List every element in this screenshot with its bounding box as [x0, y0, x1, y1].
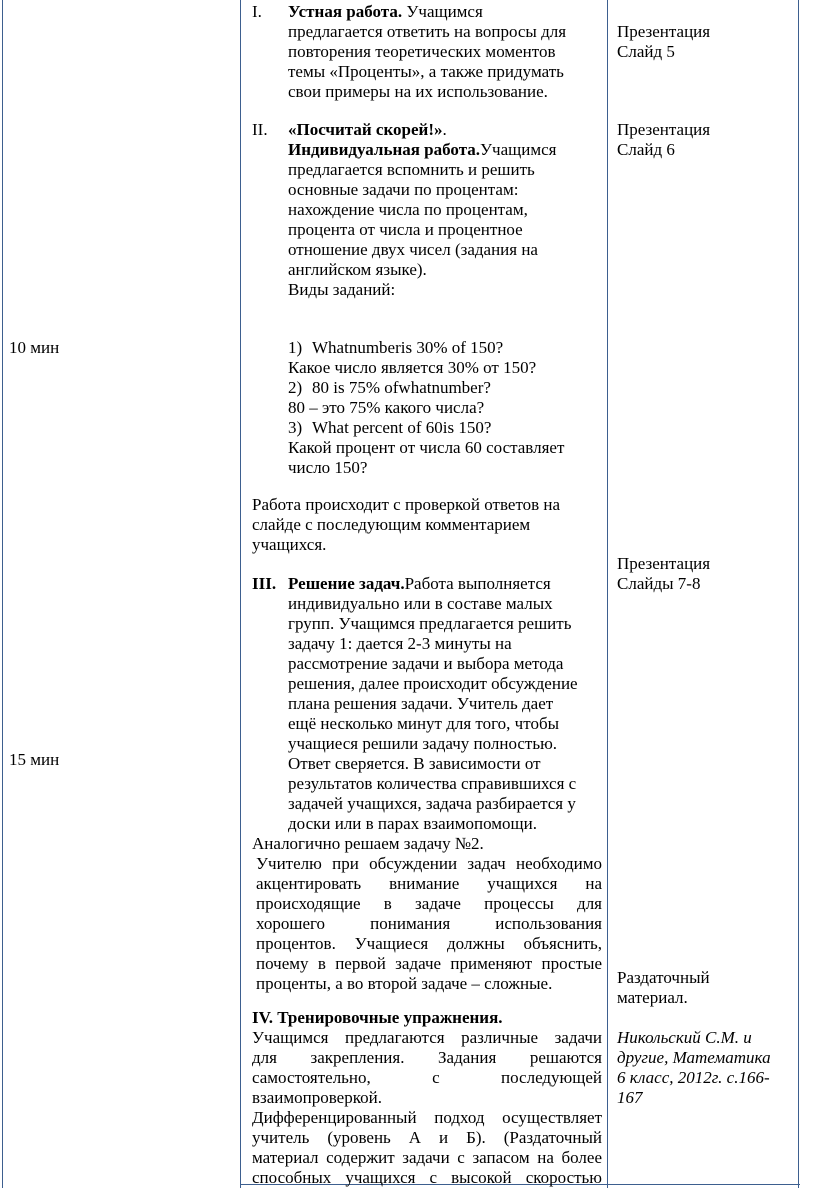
text-line: Какой процент от числа 60 составляет — [288, 438, 565, 457]
list-item: 1) Whatnumberis 30% of 150? — [288, 338, 504, 357]
time-15-min: 15 мин — [9, 750, 60, 769]
text-line: хорошего понимания использования — [256, 914, 602, 933]
list-item: 2) 80 is 75% ofwhatnumber? — [288, 378, 491, 397]
text-line: задачу 1: дается 2-3 минуты на — [288, 634, 512, 653]
text-line: предлагается вспомнить и решить — [288, 160, 535, 179]
column-divider-1 — [240, 0, 241, 1188]
resource-slides-7-8: Презентация Слайды 7-8 — [617, 554, 711, 593]
section-oral-work — [252, 2, 602, 102]
text-line: Работа выполняется — [404, 574, 551, 593]
text-line: свои примеры на их использование. — [288, 82, 548, 101]
text-line: нахождение числа по процентам, — [288, 200, 528, 219]
text-line: ещё несколько минут для того, чтобы — [288, 714, 560, 733]
text-line: результатов количества справившихся с — [288, 774, 577, 793]
text-line: происходящие в задаче процессы для — [256, 894, 602, 913]
resource-textbook-reference: Никольский С.М. и другие, Математика 6 класс, 2012г. с.166- 167 — [617, 1028, 771, 1107]
section-problem-solving — [252, 574, 602, 854]
section-title: Решение задач. — [288, 574, 405, 593]
text-line: Учащимся предлагаются различные задачи — [252, 1028, 602, 1047]
section-number: I. — [252, 2, 262, 21]
task-list — [252, 338, 602, 478]
text-line: Какое число является 30% от 150? — [288, 358, 537, 377]
text-line: плана решения задачи. Учитель дает — [288, 694, 554, 713]
table-border-right — [798, 0, 799, 1188]
text-line: рассмотрение задачи и выбора метода — [288, 654, 564, 673]
text-line: самостоятельно, с последующей — [252, 1068, 602, 1087]
text-line: групп. Учащимся предлагается решить — [288, 614, 572, 633]
text-line: английском языке). — [288, 260, 427, 279]
text-line: Учителю при обсуждении задач необходимо — [256, 854, 602, 873]
text-line: темы «Проценты», а также придумать — [288, 62, 564, 81]
text-line: . — [442, 120, 447, 139]
resource-slide-6: Презентация Слайд 6 — [617, 120, 711, 159]
text-line: отношение двух чисел (задания на — [288, 240, 538, 259]
time-10-min: 10 мин — [9, 338, 60, 357]
resource-slide-5: Презентация Слайд 5 — [617, 22, 711, 61]
text-line: Работа происходит с проверкой ответов на — [252, 495, 561, 514]
text-line: задачей учащихся, задача разбирается у — [288, 794, 576, 813]
text-line: учитель (уровень А и Б). (Раздаточный — [252, 1128, 602, 1147]
text-line: учащихся. — [252, 535, 327, 554]
text-line: решения, далее происходит обсуждение — [288, 674, 578, 693]
text-line: индивидуально или в составе малых — [288, 594, 553, 613]
text-line: слайде с последующим комментарием — [252, 515, 531, 534]
column-divider-2 — [607, 0, 608, 1188]
text-line: Дифференцированный подход осуществляет — [252, 1108, 602, 1127]
table-border-left — [2, 0, 3, 1188]
text-line: Учащимся — [402, 2, 483, 21]
text-line: Учащимся — [480, 140, 557, 159]
text-line: процента от числа и процентное — [288, 220, 523, 239]
text-line: процентов. Учащиеся должны объяснить, — [256, 934, 602, 953]
text-line: повторения теоретических моментов — [288, 42, 556, 61]
text-line: основные задачи по процентам: — [288, 180, 519, 199]
text-line: доски или в парах взаимопомощи. — [288, 814, 537, 833]
section-training-exercises — [252, 1008, 602, 1188]
list-item: 3) What percent of 60is 150? — [288, 418, 492, 437]
text-line: предлагается ответить на вопросы для — [288, 22, 567, 41]
section-title: IV. Тренировочные упражнения. — [252, 1008, 503, 1027]
text-line: для закрепления. Задания решаются — [252, 1048, 602, 1067]
section-count-quickly — [252, 120, 602, 300]
resource-handout: Раздаточный материал. — [617, 968, 710, 1007]
section-number: II. — [252, 120, 268, 139]
text-line: учащиеся решили задачу полностью. — [288, 734, 558, 753]
text-line: Аналогично решаем задачу №2. — [252, 834, 484, 853]
text-line: проценты, а во второй задаче – сложные. — [256, 974, 553, 993]
check-paragraph — [252, 495, 602, 555]
text-line: Ответ сверяется. В зависимости от — [288, 754, 541, 773]
teacher-paragraph — [256, 854, 602, 994]
section-number: III. — [252, 574, 277, 593]
section-title: «Посчитай скорей!» — [288, 120, 443, 139]
text-line: материал содержит задачи с запасом на более — [252, 1148, 602, 1167]
section-title: Устная работа. — [288, 2, 403, 21]
text-line: способных учащихся с высокой скоростью — [252, 1168, 602, 1187]
section-subtitle: Индивидуальная работа. — [288, 140, 480, 159]
text-line: акцентировать внимание учащихся на — [256, 874, 602, 893]
text-line: взаимопроверкой. — [252, 1088, 382, 1107]
text-line: число 150? — [288, 458, 368, 477]
text-line: Виды заданий: — [288, 280, 396, 299]
text-line: почему в первой задаче применяют простые — [256, 954, 602, 973]
text-line: 80 – это 75% какого числа? — [288, 398, 485, 417]
